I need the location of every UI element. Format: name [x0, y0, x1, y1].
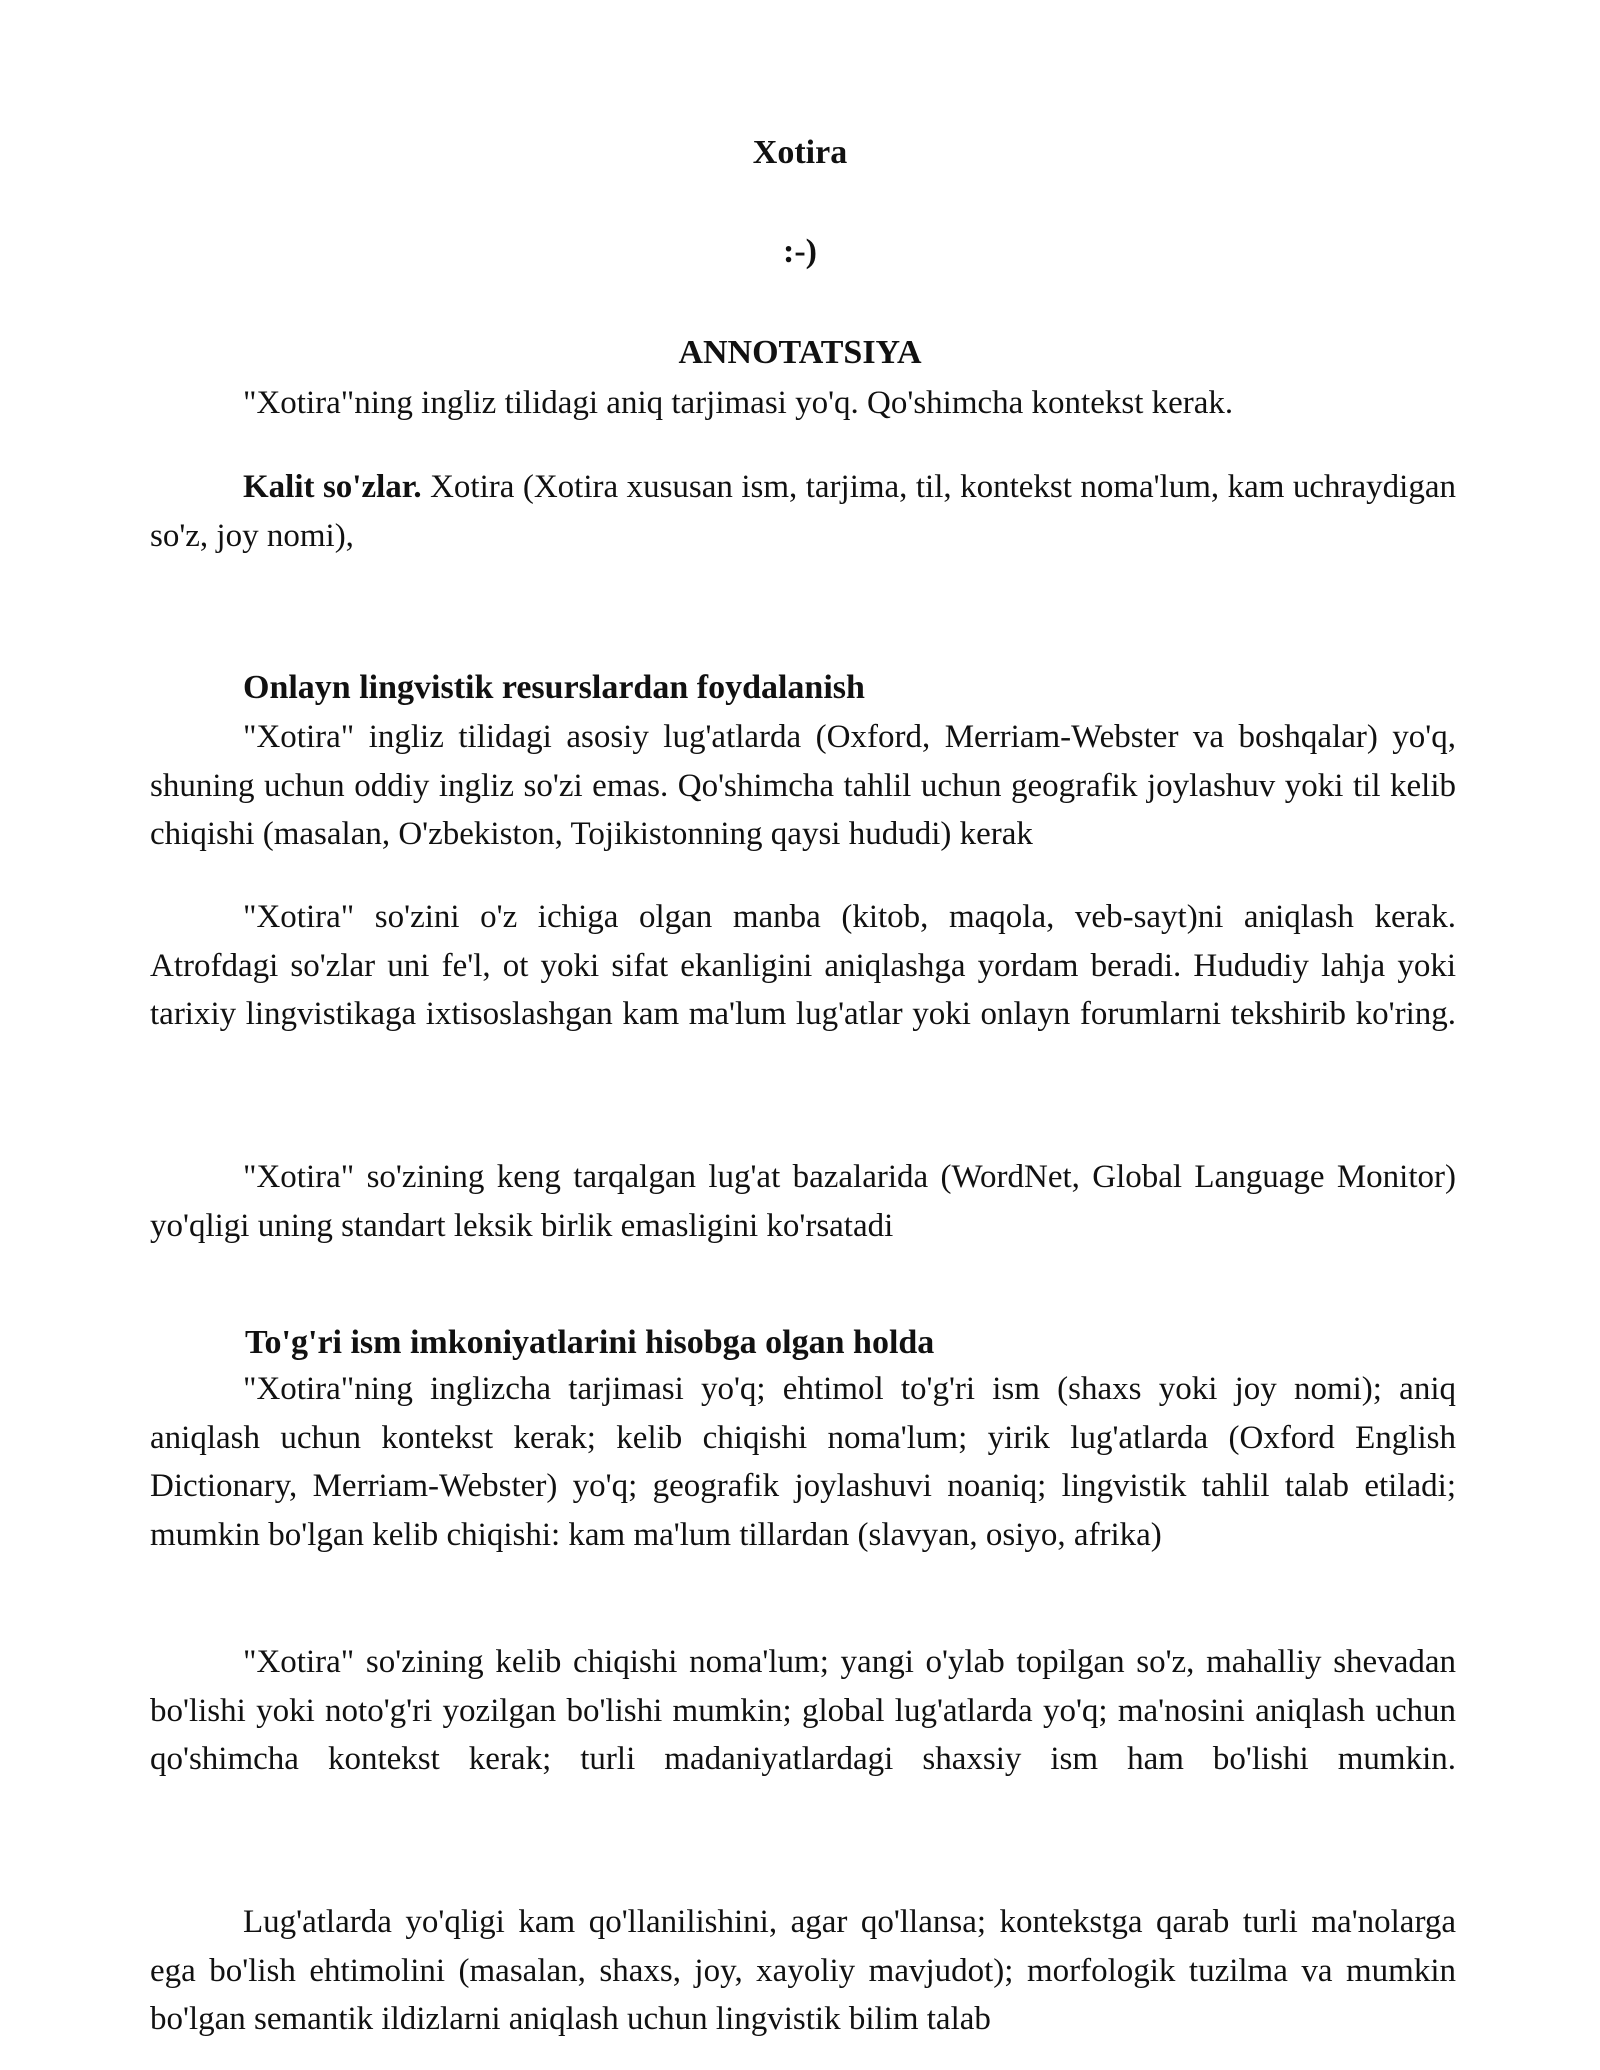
section1-paragraph-3: "Xotira" so'zining keng tarqalgan lug'at bazalarida (WordNet, Global Language Monitor) yo'qligi uning standart leksik birlik emasligini ko'rsatadi	[150, 1159, 1456, 1244]
keywords-paragraph	[150, 463, 1456, 560]
section2-paragraph-2: "Xotira" so'zining kelib chiqishi noma'lum; yangi o'ylab topilgan so'z, mahalliy shevadan bo'lishi yoki noto'g'ri yozilgan bo'lishi mumkin; global lug'atlarda yo'q; ma'nosini aniqlash uchun qo'shimcha kontekst kerak; turli madaniyatlardagi shaxsiy ism ham bo'lishi mumkin.	[150, 1644, 1456, 1777]
annotation-heading: ANNOTATSIYA	[678, 334, 922, 371]
section1-paragraph-2: "Xotira" so'zini o'z ichiga olgan manba (kitob, maqola, veb-sayt)ni aniqlash kerak. Atrofdagi so'zlar uni fe'l, ot yoki sifat ekanligini aniqlashga yordam beradi. Hududiy lahja yoki tarixiy lingvistikaga ixtisoslashgan kam ma'lum lug'atlar yoki onlayn forumlarni tekshirib ko'ring.	[150, 899, 1456, 1032]
section2-paragraph-1: "Xotira"ning inglizcha tarjimasi yo'q; ehtimol to'g'ri ism (shaxs yoki joy nomi); aniq aniqlash uchun kontekst kerak; kelib chiqishi noma'lum; yirik lug'atlarda (Oxford English Dictionary, Merriam-Webster) yo'q; geografik joylashuvi noaniq; lingvistik tahlil talab etiladi; mumkin bo'lgan kelib chiqishi: kam ma'lum tillardan (slavyan, osiyo, afrika)	[150, 1371, 1456, 1553]
section-heading-online-resources: Onlayn lingvistik resurslardan foydalanish	[243, 669, 865, 706]
keywords-label: Kalit so'zlar.	[243, 469, 422, 505]
section1-paragraph-1: "Xotira" ingliz tilidagi asosiy lug'atlarda (Oxford, Merriam-Webster va boshqalar) yo'q, shuning uchun oddiy ingliz so'zi emas. Qo'shimcha tahlil uchun geografik joylashuv yoki til kelib chiqishi (masalan, O'zbekiston, Tojikistonning qaysi hududi) kerak	[150, 719, 1456, 852]
keywords-text: Xotira (Xotira xususan ism, tarjima, til, kontekst noma'lum, kam uchraydigan so'z, joy nomi),	[150, 469, 1456, 554]
document-title: Xotira	[752, 134, 848, 171]
section2-paragraph-3: Lug'atlarda yo'qligi kam qo'llanilishini, agar qo'llansa; kontekstga qarab turli ma'nolarga ega bo'lish ehtimolini (masalan, shaxs, joy, xayoliy mavjudot); morfologik tuzilma va mumkin bo'lgan semantik ildizlarni aniqlash uchun lingvistik bilim talab	[150, 1904, 1456, 2037]
section-heading-proper-name: To'g'ri ism imkoniyatlarini hisobga olgan holda	[245, 1324, 935, 1361]
annotation-text: "Xotira"ning ingliz tilidagi aniq tarjimasi yo'q. Qo'shimcha kontekst kerak.	[243, 385, 1234, 421]
emoticon: :-)	[783, 233, 817, 270]
